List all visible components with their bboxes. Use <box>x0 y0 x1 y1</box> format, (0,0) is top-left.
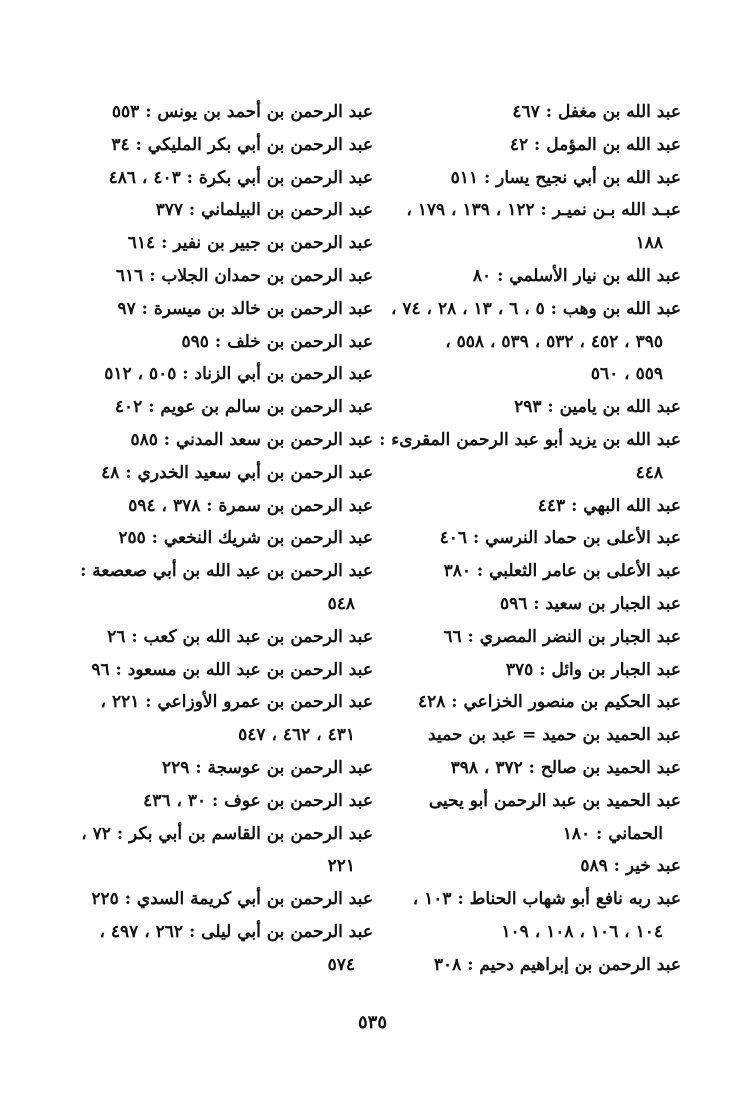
index-entry-text: عبد الرحمن بن خالد بن ميسرة : ٩٧ <box>117 298 373 319</box>
index-entry-text: عبد الله البهي : ٤٤٣ <box>537 495 681 516</box>
index-entry <box>100 686 373 752</box>
index-entry <box>105 752 373 785</box>
index-entry-continuation: ٢٢١ <box>327 856 355 877</box>
index-entry-text: عبد الرحمن بن عوف : ٣٠ ، ٤٣٦ <box>143 790 373 811</box>
index-entry <box>105 96 373 129</box>
index-entry <box>409 555 681 588</box>
index-entry-continuation: ٥٧٤ <box>327 954 355 975</box>
index-entry <box>409 96 681 129</box>
index-entry <box>91 883 373 916</box>
index-entry-text: عبد الرحمن بن خلف : ٥٩٥ <box>181 331 373 352</box>
index-entry <box>80 555 373 621</box>
index-entry <box>409 850 681 883</box>
index-entry <box>105 424 373 457</box>
index-entry <box>105 162 373 195</box>
index-entry-text: عبد الرحمن بن عبد الله بن كعب : ٢٦ <box>107 626 373 647</box>
index-entry <box>409 588 681 621</box>
index-entry-text: عبد الله بن وهب : ٥ ، ٦ ، ١٣ ، ٢٨ ، ٧٤ ، <box>390 298 681 319</box>
index-entry-continuation: ٥٤٨ <box>327 593 355 614</box>
index-entry-text: عبد خير : ٥٨٩ <box>580 856 681 877</box>
index-entry <box>409 260 681 293</box>
index-entry <box>409 654 681 687</box>
index-entry-text: عبد الرحمن بن أبي سعيد الخدري : ٤٨ <box>101 462 373 483</box>
index-entry <box>409 719 681 752</box>
index-entry-text: عبد الحكيم بن منصور الخزاعي : ٤٢٨ <box>417 692 681 713</box>
index-entry <box>409 883 681 949</box>
index-entry-text: عبد الرحمن بن القاسم بن أبي بكر : ٧٢ ، <box>81 823 373 844</box>
index-entry-text: عبد الرحمن بن البيلماني : ٣٧٧ <box>155 200 373 221</box>
index-entry-text: عبد الرحمن بن أبي الزناد : ٥٠٥ ، ٥١٢ <box>104 364 373 385</box>
index-entry-text: عبد الله بن يزيد أبو عبد الرحمن المقرىء : <box>379 429 681 450</box>
index-entry-text: عبد الرحمن بن أحمد بن يونس : ٥٥٣ <box>111 102 373 122</box>
index-entry-continuation: ١٠٤ ، ١٠٦ ، ١٠٨ ، ١٠٩ <box>501 921 663 942</box>
index-entry <box>409 490 681 523</box>
index-entry <box>105 358 373 391</box>
index-entry <box>409 949 681 982</box>
index-entry-text: عبد ربه نافع أبو شهاب الحناط : ١٠٣ ، <box>412 889 681 910</box>
index-entry-text: عبد الرحمن بن عمرو الأوزاعي : ٢٢١ ، <box>100 692 373 713</box>
index-entry-text: عبد الله بن يامين : ٢٩٣ <box>514 397 681 418</box>
index-entry <box>105 227 373 260</box>
index-entry <box>105 621 373 654</box>
index-entry-text: عبد الجبار بن سعيد : ٥٩٦ <box>499 593 681 614</box>
index-entry-text: عبد الحميد بن حميد = عبد بن حميد <box>428 725 681 746</box>
index-entry <box>409 686 681 719</box>
index-entry <box>91 654 373 687</box>
index-entry-text: عبد الرحمن بن أبي ليلى : ٢٦٢ ، ٤٩٧ ، <box>99 921 373 942</box>
index-entry <box>409 391 681 424</box>
index-entry-text: عبد الله بن أبي نجيح يسار : ٥١١ <box>450 167 681 188</box>
index-entry <box>105 293 373 326</box>
index-entry-text: عبد الرحمن بن عبد الله بن أبي صعصعة : <box>80 561 373 582</box>
index-entry-text: عبد الحميد بن عبد الرحمن أبو يحيى <box>428 790 681 811</box>
index-entry <box>390 293 681 391</box>
index-entry-text: عبد الرحمن بن سمرة : ٣٧٨ ، ٥٩٤ <box>128 495 373 516</box>
index-entry-text: عبد الأعلى بن حماد النرسي : ٤٠٦ <box>439 528 681 549</box>
index-entry-continuation: الحماني : ١٨٠ <box>562 823 663 844</box>
index-entry-text: عبد الرحمن بن أبي بكر المليكي : ٣٤ <box>111 134 373 155</box>
index-column-right <box>379 96 681 982</box>
index-entry-text: عبد الرحمن بن أبي بكرة : ٤٠٣ ، ٤٨٦ <box>108 167 373 188</box>
index-entry <box>105 194 373 227</box>
index-entry-continuation: ٤٣١ ، ٤٦٢ ، ٥٤٧ <box>238 725 355 746</box>
index-entry-text: عبد الرحمن بن سالم بن عويم : ٤٠٢ <box>114 397 373 418</box>
index-entry-continuation: ٣٩٥ ، ٤٥٢ ، ٥٣٢ ، ٥٣٩ ، ٥٥٨ ، <box>445 331 663 352</box>
index-entry-text: عبد الجبار بن وائل : ٣٧٥ <box>505 659 681 680</box>
index-entry-continuation: ١٨٨ <box>635 233 663 254</box>
index-entry <box>409 522 681 555</box>
index-entry <box>105 260 373 293</box>
index-entry <box>105 490 373 523</box>
index-entry-text: عبد الرحمن بن إبراهيم دحيم : ٣٠٨ <box>433 954 681 975</box>
index-entry <box>105 326 373 359</box>
index-entry-text: عبد الله بن المؤمل : ٤٢ <box>509 134 681 155</box>
index-entry-text: عبد الجبار بن النضر المصري : ٦٦ <box>443 626 681 647</box>
index-entry-continuation: ٥٥٩ ، ٥٦٠ <box>590 364 663 385</box>
index-entry <box>379 424 681 490</box>
index-entry <box>406 194 681 260</box>
index-entry <box>409 129 681 162</box>
page-number: ٥٣٥ <box>357 1012 387 1033</box>
index-entry <box>409 621 681 654</box>
index-entry <box>409 752 681 785</box>
index-entry-text: عبد الحميد بن صالح : ٣٧٢ ، ٣٩٨ <box>450 757 681 778</box>
index-entry <box>99 916 373 982</box>
index-entry-text: عبد الرحمن بن حمدان الجلاب : ٦١٦ <box>115 265 373 286</box>
index-entry-text: عبد الرحمن بن أبي كريمة السدي : ٢٢٥ <box>91 889 373 910</box>
index-entry <box>101 457 373 490</box>
index-entry <box>105 522 373 555</box>
index-column-left <box>80 96 373 982</box>
index-entry-text: عبد الرحمن بن عوسجة : ٢٢٩ <box>162 757 373 778</box>
index-entry <box>105 129 373 162</box>
index-entry-text: عبد الرحمن بن جبير بن نفير : ٦١٤ <box>127 233 373 254</box>
index-entry-continuation: ٤٤٨ <box>635 462 663 483</box>
index-entry-text: عبد الرحمن بن عبد الله بن مسعود : ٩٦ <box>91 659 373 680</box>
index-entry-text: عبد الله بن مغفل : ٤٦٧ <box>512 102 681 122</box>
index-entry <box>409 162 681 195</box>
index-entry <box>409 785 681 851</box>
index-entry-text: عبد الله بن نيار الأسلمي : ٨٠ <box>472 265 681 286</box>
index-entry <box>105 785 373 818</box>
index-entry-text: عبد الرحمن بن شريك النخعي : ٢٥٥ <box>118 528 373 549</box>
index-entry-text: عبـد الله بـن نميـر : ١٢٢ ، ١٣٩ ، ١٧٩ ، <box>406 200 681 221</box>
index-entry <box>105 391 373 424</box>
index-entry-text: عبد الأعلى بن عامر الثعلبي : ٣٨٠ <box>443 561 681 582</box>
index-entry <box>81 818 373 884</box>
index-entry-text: عبد الرحمن بن سعد المدني : ٥٨٥ <box>130 429 373 450</box>
